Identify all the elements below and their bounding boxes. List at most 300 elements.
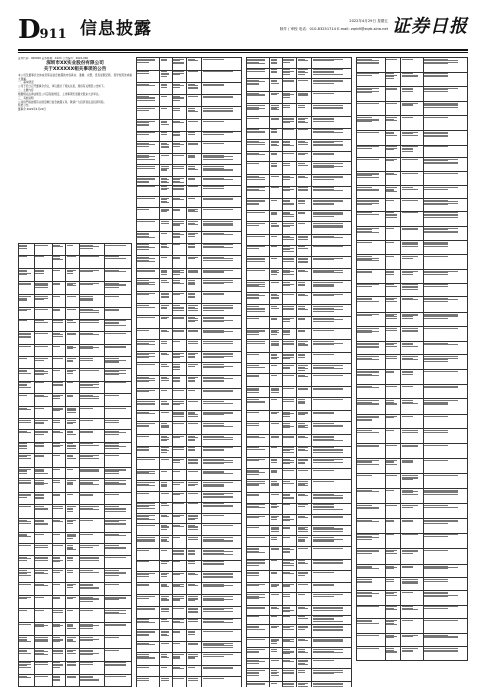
table-cell [401,327,423,342]
table-cell [247,593,270,606]
text-line [35,573,48,574]
text-line [283,537,290,538]
text-line [203,486,224,487]
text-line [247,367,264,368]
table-cell [357,633,386,647]
text-line [313,660,334,661]
table-cell [137,131,160,142]
text-line [298,203,305,204]
table-cell [79,583,104,596]
table-cell [202,304,242,316]
table-row [357,312,468,327]
text-line [67,677,77,678]
table-cell [423,488,467,504]
text-line [188,450,195,451]
text-line [105,494,119,495]
text-line [386,149,394,150]
table-cell [137,469,160,481]
text-line [271,531,280,532]
text-line [137,294,149,295]
text-line [424,232,458,233]
table-row [247,615,352,625]
text-line [313,286,334,287]
table-cell [52,661,66,675]
text-line [402,151,413,152]
table-cell [160,256,173,269]
text-line [203,600,224,601]
table-row [357,619,468,634]
table-cell [202,256,242,269]
table-cell [137,618,160,630]
table-cell [401,283,423,297]
table-cell [79,344,104,357]
table-cell [19,492,35,505]
text-line [188,236,195,237]
text-line [357,315,372,316]
table-cell [401,590,423,605]
table-cell [172,131,187,142]
table-cell [401,458,423,474]
text-line [19,598,27,599]
text-line [283,388,293,389]
text-line [271,494,280,495]
text-line [188,423,198,424]
table-cell [401,240,423,255]
table-cell [312,546,352,559]
table-cell [137,268,160,279]
text-line [161,576,167,577]
text-line [298,319,305,320]
table-cell [137,502,160,514]
table-cell [282,234,297,245]
table-cell [79,269,104,282]
table-cell [187,514,202,524]
text-line [161,621,170,622]
table-cell [385,327,401,342]
text-line [271,274,277,275]
text-line [402,507,413,508]
table-row [137,435,242,447]
table-cell [52,281,66,295]
table-cell [385,283,401,297]
text-line [203,391,234,392]
text-line [298,541,305,542]
text-line [203,310,224,311]
table-cell [19,649,35,662]
text-line [402,258,413,259]
text-line [188,519,195,520]
text-line [35,585,48,586]
announcement-title: 关于XXXXXX相关事项的公告 [43,67,107,73]
table-cell [423,549,467,565]
text-line [53,667,60,668]
table-row [19,281,132,295]
table-cell [357,399,386,415]
text-line [161,76,167,77]
table-cell [187,363,202,376]
text-line [402,299,418,300]
text-line [173,110,180,111]
table-cell [34,595,52,609]
table-cell [202,665,242,677]
table-cell [401,444,423,459]
table-cell [66,544,80,556]
masthead-rule [18,49,468,51]
table-cell [297,468,312,480]
table-cell [104,686,131,687]
table-row [137,630,242,642]
table-cell [187,523,202,536]
table-row [19,269,132,282]
table-cell [247,281,270,293]
table-cell [297,245,312,257]
table-cell [137,197,160,208]
table-row [19,569,132,583]
text-line [424,318,448,319]
table-cell [52,583,66,596]
table-row [19,479,132,493]
table-cell [297,364,312,374]
table-cell [423,327,467,342]
table-cell [172,502,187,514]
table-cell [19,419,35,430]
table-cell [104,569,131,583]
table-cell [137,548,160,560]
text-line [173,100,180,101]
text-line [424,608,448,609]
table-row [357,101,468,116]
text-line [53,455,60,456]
table-cell [172,94,187,107]
table-cell [297,140,312,152]
text-line [271,683,277,684]
text-line [402,59,413,60]
text-line [247,392,259,393]
table-cell [357,341,386,355]
text-line [298,548,308,549]
table-cell [137,316,160,329]
text-line [298,74,305,75]
text-line [35,641,48,642]
table-cell [401,101,423,116]
text-line [67,361,74,362]
text-line [357,190,379,191]
text-line [386,417,394,418]
text-line [67,296,77,297]
table-cell [247,305,270,317]
text-line [35,273,44,274]
text-line [188,284,195,285]
table-cell [270,446,283,458]
table-cell [137,572,160,583]
table-cell [312,58,352,69]
text-line [19,575,30,576]
table-row [19,419,132,430]
text-line [424,494,458,495]
text-line [188,440,195,441]
text-line [35,664,48,665]
text-line [247,311,264,312]
table-cell [52,269,66,282]
table-row [137,665,242,677]
text-line [247,507,264,508]
text-line [173,516,180,517]
table-cell [270,151,283,162]
text-line [271,627,277,628]
text-line [298,376,308,377]
table-cell [312,536,352,547]
table-cell [104,622,131,636]
text-line [161,380,170,381]
text-line [283,294,293,295]
text-line [67,322,77,323]
table-cell [312,525,352,536]
table-cell [202,153,242,165]
text-line [313,498,344,499]
table-cell [357,533,386,549]
table-cell [79,492,104,505]
table-cell [137,491,160,502]
table-cell [247,257,270,269]
table-row [137,536,242,549]
text-line [271,298,280,299]
text-line [357,214,379,215]
text-line [161,412,170,413]
text-line [247,616,259,617]
text-line [19,337,30,338]
table-cell [297,658,312,669]
text-line [357,539,372,540]
table-cell [187,502,202,514]
table-cell [247,58,270,69]
table-cell [172,582,187,595]
text-line [137,426,149,427]
text-line [188,381,195,382]
table-cell [401,158,423,172]
table-cell [19,381,35,394]
table-cell [385,72,401,87]
table-cell [160,400,173,411]
text-line [283,344,293,345]
table-cell [19,454,35,468]
text-line [313,585,334,586]
table-cell [104,307,131,319]
table-cell [160,279,173,292]
text-line [386,358,397,359]
table-cell [282,546,297,559]
table-cell [79,519,104,533]
text-line [424,217,458,218]
table-cell [385,211,401,227]
table-cell [34,307,52,319]
table-cell [312,292,352,305]
text-line [173,600,180,601]
table-cell [66,394,80,407]
table-cell [401,198,423,211]
table-cell [282,637,297,648]
table-cell [247,352,270,364]
text-line [105,296,119,297]
table-cell [385,519,401,534]
table-cell [270,480,283,493]
text-line [35,374,44,375]
table-cell [187,197,202,208]
text-line [298,248,308,249]
text-line [247,575,259,576]
table-cell [312,605,352,615]
table-row [357,519,468,534]
table-cell [137,328,160,340]
table-cell [172,185,187,197]
table-cell [104,649,131,662]
text-line [203,403,234,404]
text-line [298,129,308,130]
table-cell [270,91,283,104]
text-line [298,165,308,166]
table-cell [282,328,297,340]
text-line [247,412,259,413]
text-line [161,390,167,391]
text-line [402,200,418,201]
table-row [247,305,352,317]
text-line [80,572,99,573]
table-row [357,72,468,87]
text-line [188,366,195,367]
text-line [203,497,234,498]
text-line [271,109,280,110]
text-line [271,399,277,400]
table-cell [187,165,202,177]
text-line [80,322,99,323]
table-row [137,523,242,536]
text-line [386,135,397,136]
table-cell [401,255,423,270]
table-cell [19,583,35,596]
text-line [402,173,418,174]
table-row [247,199,352,211]
text-line [313,145,344,146]
table-cell [187,481,202,492]
table-cell [187,548,202,560]
table-row [19,357,132,369]
table-cell [357,429,386,444]
table-cell [34,419,52,430]
table-row [247,186,352,199]
text-line [271,462,277,463]
text-line [53,259,63,260]
table-row [357,116,468,131]
text-line [105,511,125,512]
table-cell [247,492,270,503]
table-cell [19,569,35,583]
table-cell [297,151,312,162]
table-cell [187,641,202,653]
text-line [247,212,264,213]
text-line [188,96,198,97]
table-row [137,256,242,269]
table-cell [172,351,187,363]
table-cell [270,682,283,687]
table-cell [282,398,297,411]
text-line [424,445,448,446]
text-line [161,147,170,148]
announcement-paragraph: 特此公告。 [18,104,31,108]
table-cell [160,458,173,470]
text-line [67,538,74,539]
table-cell [312,582,352,593]
table-cell [66,686,80,687]
text-line [173,63,183,64]
table-row [357,198,468,211]
text-line [80,360,93,361]
table-cell [202,207,242,220]
table-row [137,560,242,572]
text-line [19,448,27,449]
table-cell [19,442,35,454]
table-cell [385,87,401,102]
text-line [247,485,259,486]
text-line [80,334,99,335]
table-cell [297,515,312,526]
table-cell [385,605,401,619]
table-cell [160,653,173,666]
table-cell [160,351,173,363]
text-line [161,60,167,61]
table-row [19,319,132,332]
text-line [35,524,48,525]
text-line [402,479,413,480]
table-cell [160,677,173,687]
table-cell [34,368,52,381]
text-line [283,129,293,130]
table-cell [104,519,131,533]
text-line [247,460,259,461]
text-line [386,346,397,347]
text-line [247,95,264,96]
text-line [188,247,195,248]
table-cell [202,523,242,536]
table-cell [270,186,283,199]
table-cell [52,595,66,609]
table-cell [423,370,467,385]
text-line [35,484,44,485]
text-line [67,523,74,524]
table-cell [401,488,423,504]
table-row [247,593,352,606]
table-cell [247,658,270,669]
table-row [137,185,242,197]
table-cell [423,384,467,399]
table-cell [137,523,160,536]
text-line [67,458,77,459]
table-cell [270,492,283,503]
announcement-body [18,74,132,111]
table-cell [52,686,66,687]
text-line [80,601,93,602]
table-cell [282,174,297,186]
table-cell [270,398,283,411]
table-cell [34,569,52,583]
table-row [137,446,242,458]
text-line [80,484,99,485]
table-cell [104,419,131,430]
text-line [313,563,344,564]
text-line [173,554,183,555]
table-cell [247,386,270,398]
text-line [137,357,149,358]
text-line [247,132,264,133]
text-line [19,506,30,507]
